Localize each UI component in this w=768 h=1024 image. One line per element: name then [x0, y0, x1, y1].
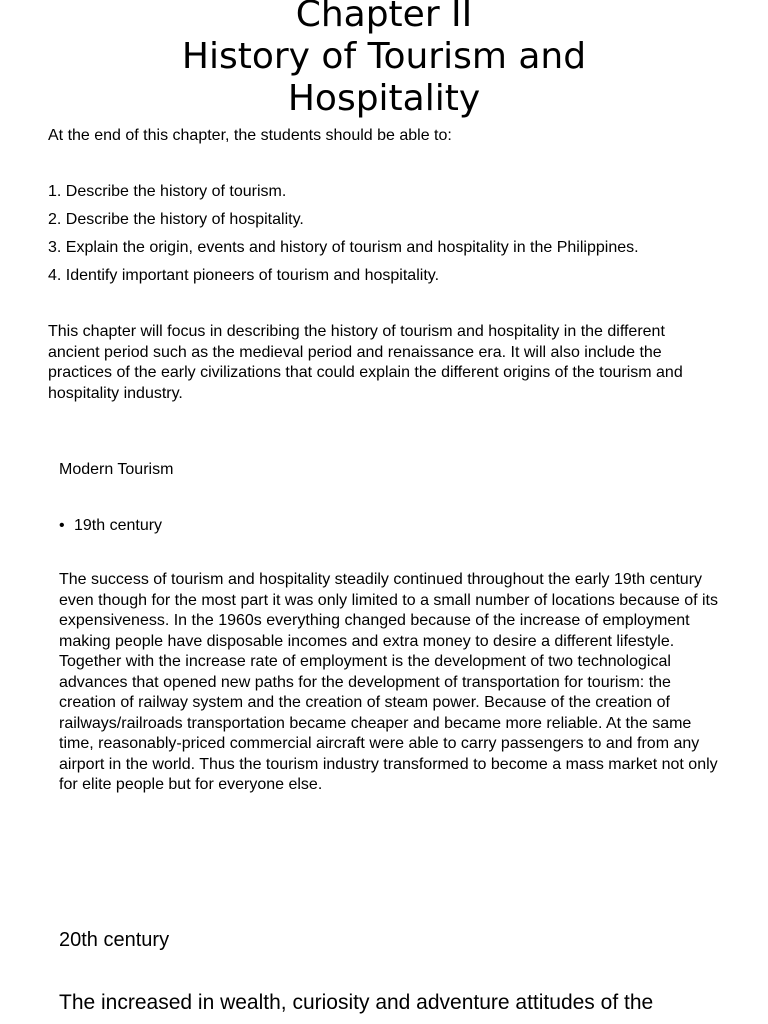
- objective-item: 3. Explain the origin, events and history of tourism and hospitality in the Philippines.: [48, 239, 639, 256]
- objective-item: 2. Describe the history of hospitality.: [48, 211, 304, 228]
- chapter-title-line-1: Chapter II: [295, 0, 473, 35]
- objective-item: 4. Identify important pioneers of tourism and hospitality.: [48, 267, 440, 284]
- objective-item: 1. Describe the history of tourism.: [48, 183, 287, 200]
- objectives-list: [48, 182, 738, 294]
- bullet-item-19th-century: [59, 516, 162, 537]
- chapter-title-line-2: History of Tourism and: [181, 36, 587, 77]
- twentieth-century-heading: 20th century: [59, 929, 170, 951]
- modern-tourism-heading: Modern Tourism: [59, 461, 174, 478]
- nineteenth-century-paragraph: The success of tourism and hospitality steadily continued throughout the early 19th century even though for the most part it was only limited to a small number of locations because of its expensiveness. In the 1960s everything changed because of the increase of employment making people have disposable incomes and extra money to desire a different lifestyle. Together with the increase rate of employment is the development of two technological advances that opened new paths for the development of transportation for tourism: the creation of railway system and the creation of steam power. Because of the creation of railways/railroads transportation became cheaper and became more reliable. At the same time, reasonably-priced commercial aircraft were able to carry passengers to and from any airport in the world. Thus the tourism industry transformed to become a mass market not only for elite people but for everyone else.: [59, 571, 718, 793]
- bullet-icon: •: [59, 517, 65, 534]
- chapter-title-line-3: Hospitality: [287, 78, 481, 119]
- bullet-label: 19th century: [74, 517, 163, 534]
- chapter-title: [0, 0, 768, 120]
- chapter-focus-paragraph: This chapter will focus in describing the history of tourism and hospitality in the different ancient period such as the medieval period and renaissance era. It will also include the practices of the early civilizations that could explain the different origins of the tourism and hospitality industry.: [48, 323, 683, 402]
- objectives-intro: At the end of this chapter, the students should be able to:: [48, 127, 452, 144]
- twentieth-century-paragraph: The increased in wealth, curiosity and adventure attitudes of the: [59, 991, 654, 1014]
